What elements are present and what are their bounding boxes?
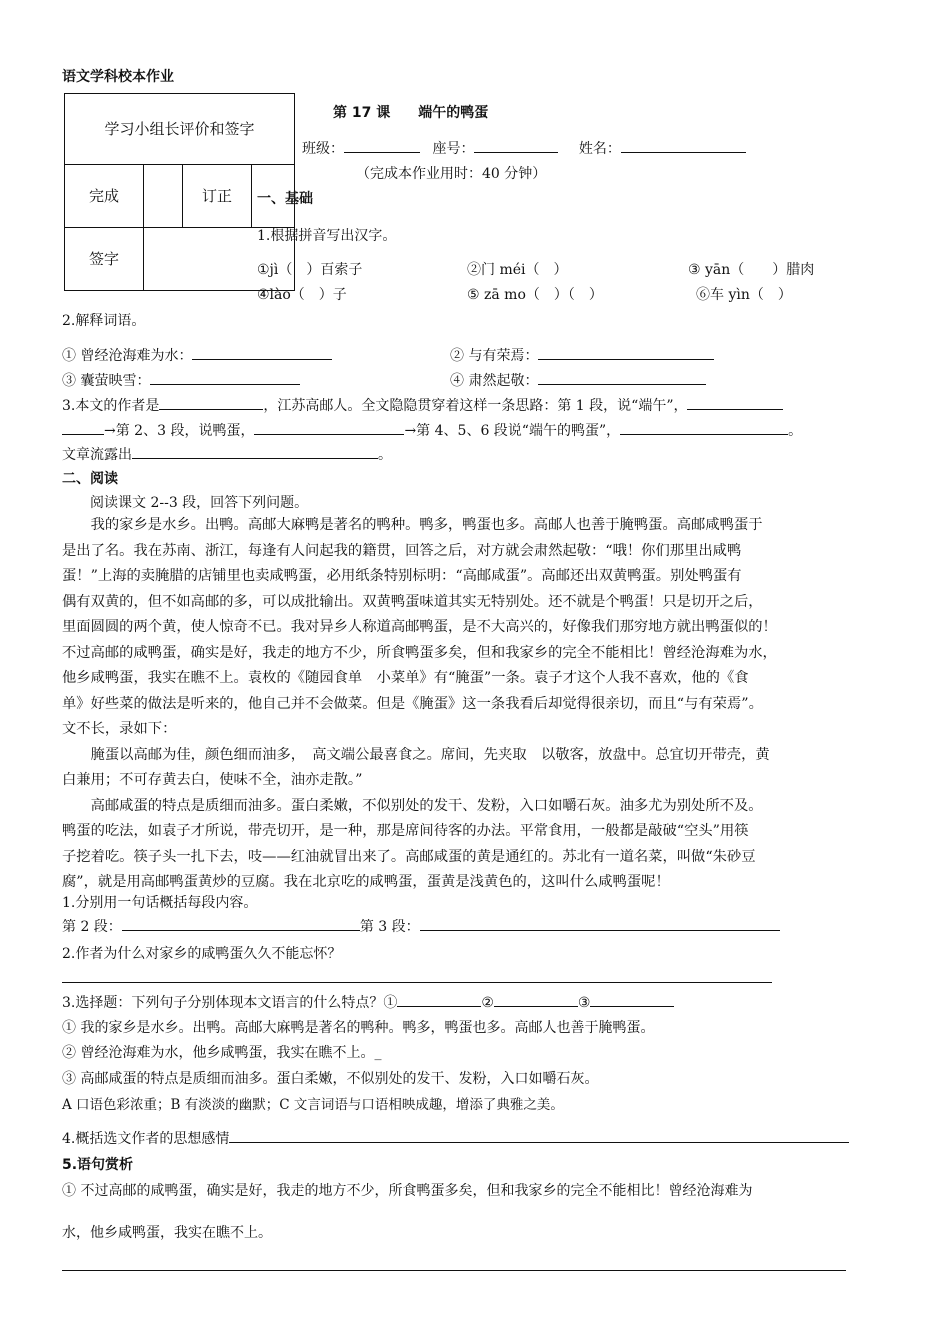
r-q4-prompt: 4.概括选文作者的思想感情 [62,1131,230,1147]
passage-line: 蛋！”上海的卖腌腊的店铺里也卖咸鸭蛋，必用纸条特别标明：“高邮咸蛋”。高邮还出双黄鸭蛋。别处鸭蛋有 [62,568,742,584]
q3-text: 3.本文的作者是 [62,398,160,414]
passage-line: 是出了名。我在苏南、浙江，每逢有人问起我的籍贯，回答之后，对方就会肃然起敬：“哦！你们那里出咸鸭 [62,542,742,559]
pinyin-item: ①jì（ ）百索子 [257,262,363,278]
passage-line: 白兼用；不可存黄去白，使味不全，油亦走散。” [62,772,363,788]
para2-label: 第 2 段： [62,919,122,935]
passage-line: 他乡咸鸭蛋，我实在瞧不上。袁枚的《随园食单 小菜单》有“腌蛋”一条。袁子才这个人我不喜欢，他的《食 [62,670,749,686]
r-q1-answers [62,916,780,936]
passage-line: 我的家乡是水乡。出鸭。高邮大麻鸭是著名的鸭种。鸭多，鸭蛋也多。高邮人也善于腌鸭蛋。高邮咸鸭蛋于 [62,517,763,533]
r-q3-sentence: ① 我的家乡是水乡。出鸭。高邮大麻鸭是著名的鸭种。鸭多，鸭蛋也多。高邮人也善于腌鸭蛋。 [62,1020,655,1036]
complete-cell[interactable] [144,165,183,228]
r-q3-sentence: ③ 高邮咸蛋的特点是质细而油多。蛋白柔嫩，不似别处的发干、发粉，入口如嚼石灰。 [62,1071,599,1087]
correct-label: 订正 [183,165,252,228]
author-blank[interactable] [159,395,263,410]
pinyin-item: ②门 méi（ ） [467,262,568,278]
pinyin-item: ③ yān（ ）腊肉 [688,262,815,278]
passage-line: 鸭蛋的吃法，如袁子才所说，带壳切开，是一种，那是席间待客的办法。平常食用，一般都是敲破“空头”用筷 [62,823,749,839]
q3-line2 [62,420,802,440]
r-q3-prompt: 3.选择题：下列句子分别体现本文语言的什么特点？① [62,995,398,1011]
seat-label: 座号： [432,141,475,157]
r-q5-line: ① 不过高邮的咸鸭蛋，确实是好，我走的地方不少，所食鸭蛋多矣，但和我家乡的完全不能相比！曾经沧海难为 [62,1183,753,1199]
passage-line: 高邮咸蛋的特点是质细而油多。蛋白柔嫩，不似别处的发干、发粉，入口如嚼石灰。油多尤为别处所不及。 [62,797,763,814]
subject-header: 语文学科校本作业 [62,69,174,85]
q3-text: 文章流露出 [62,447,132,463]
q1-prompt: 1.根据拼音写出汉字。 [257,228,397,244]
q3-text: 。 [788,423,803,439]
q3-text: →第 2、3 段，说鸭蛋， [104,423,255,439]
passage-line: 腐”，就是用高邮鸭蛋黄炒的豆腐。我在北京吃的咸鸭蛋，蛋黄是浅黄色的，这叫什么咸鸭蛋呢！ [62,874,670,890]
r-q4-row [62,1128,849,1148]
pinyin-item: ④lào（ ）子 [257,287,347,303]
name-blank[interactable] [621,138,746,153]
time-note: （完成本作业用时：40 分钟） [356,166,547,182]
r-q3-prompt-row [62,992,674,1012]
reading-intro: 阅读课文 2--3 段，回答下列问题。 [90,495,309,511]
term-label: ③ 囊萤映雪： [62,373,151,389]
student-info-row [302,138,746,158]
complete-label: 完成 [65,165,144,228]
q3-line3 [62,444,392,464]
r-q2-prompt: 2.作者为什么对家乡的咸鸭蛋久久不能忘怀？ [62,946,342,962]
r-q3-options: A 口语色彩浓重；B 有淡淡的幽默；C 文言词语与口语相映成趣，增添了典雅之美。 [62,1097,564,1113]
term-label: ④ 肃然起敬： [450,373,539,389]
q2-prompt: 2.解释词语。 [62,313,146,329]
thread-blank[interactable] [254,420,404,435]
para2-blank[interactable] [122,916,360,931]
passage-line: 文不长，录如下： [62,721,177,737]
choice-marker: ③ [577,995,591,1011]
term-label: ② 与有荣焉： [450,348,539,364]
r-q5-heading: 5.语句赏析 [62,1157,134,1173]
term-row [62,370,300,390]
term-row [450,370,706,390]
term-blank[interactable] [538,345,714,360]
passage-line: 子挖着吃。筷子头一扎下去，吱——红油就冒出来了。高邮咸蛋的黄是通红的。苏北有一道名菜，叫做“朱砂豆 [62,848,756,865]
r-q5-answer-line[interactable] [62,1270,846,1271]
term-blank[interactable] [150,370,300,385]
class-label: 班级： [302,141,344,157]
eval-table-title: 学习小组长评价和签字 [65,94,295,165]
term-blank[interactable] [192,345,332,360]
pinyin-item: ⑥车 yìn（ ） [696,287,792,303]
q3-line1 [62,395,783,415]
thread-blank[interactable] [62,420,104,435]
thread-blank[interactable] [687,395,783,410]
lesson-title: 第 17 课 端午的鸭蛋 [333,105,489,121]
name-label: 姓名： [578,141,621,157]
pinyin-item: ⑤ zā mo（ ）（ ） [467,287,603,303]
q3-text: →第 4、5、6 段说“端午的鸭蛋”， [404,423,621,439]
choice-marker: ② [481,995,494,1011]
r-q3-sentence: ② 曾经沧海难为水，他乡咸鸭蛋，我实在瞧不上。_ [62,1045,382,1061]
term-row [62,345,332,365]
r-q1-prompt: 1.分别用一句话概括每段内容。 [62,895,258,911]
sign-label: 签字 [65,228,144,291]
r-q5-line: 水，他乡咸鸭蛋，我实在瞧不上。 [62,1225,272,1241]
r-q2-answer-line[interactable] [62,982,772,983]
reading-passage [62,513,894,896]
term-blank[interactable] [538,370,706,385]
term-row [450,345,714,365]
q3-text: ，江苏高邮人。全文隐隐贯穿着这样一条思路：第 1 段，说“端午”， [263,398,688,414]
term-label: ① 曾经沧海难为水： [62,348,193,364]
passage-line: 单》好些菜的做法是听来的，他自己并不会做菜。但是《腌蛋》这一条我看后却觉得很亲切，而且“与有荣焉”。 [62,695,763,712]
passage-line: 腌蛋以高邮为佳，颜色细而油多， 高文端公最喜食之。席间，先夹取 以敬客，放盘中。总宜切开带壳，黄 [62,746,770,763]
seat-blank[interactable] [474,138,558,153]
thread-blank[interactable] [620,420,788,435]
part2-heading: 二、阅读 [62,471,118,487]
choice-blank[interactable] [397,992,481,1007]
passage-line: 不过高邮的咸鸭蛋，确实是好，我走的地方不少，所食鸭蛋多矣，但和我家乡的完全不能相比！曾经沧海难为水， [62,644,777,661]
para3-blank[interactable] [420,916,780,931]
r-q4-blank[interactable] [229,1128,849,1143]
passage-line: 偶有双黄的，但不如高邮的多，可以成批输出。双黄鸭蛋味道其实无特别处。还不就是个鸭蛋！只是切开之后， [62,593,763,610]
class-blank[interactable] [344,138,420,153]
choice-blank[interactable] [590,992,674,1007]
passage-line: 里面圆圆的两个黄，使人惊奇不已。我对异乡人称道高邮鸭蛋，是不大高兴的，好像我们那穷地方就出鸭蛋似的！ [62,619,777,635]
choice-blank[interactable] [494,992,578,1007]
q3-text: 。 [378,447,392,463]
part1-heading: 一、基础 [257,191,313,207]
para3-label: 第 3 段： [359,919,420,935]
emotion-blank[interactable] [132,444,378,459]
